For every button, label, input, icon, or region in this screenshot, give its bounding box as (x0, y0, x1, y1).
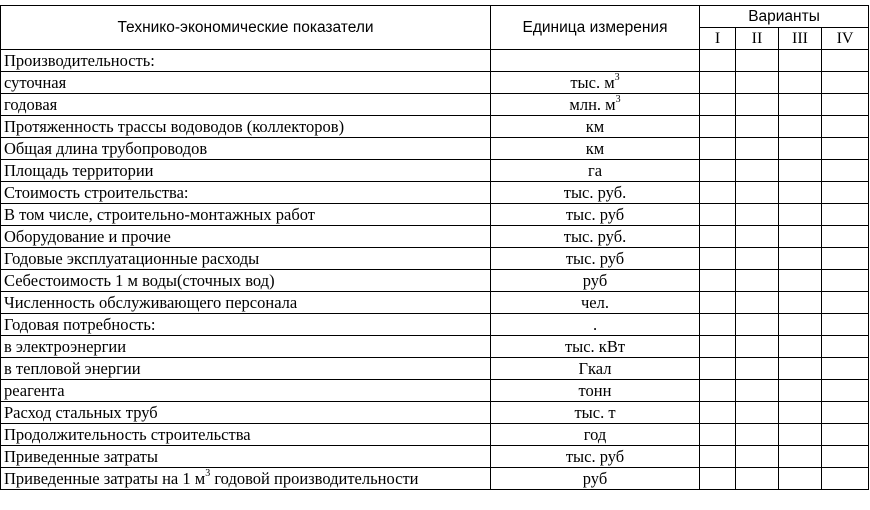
unit-cell (491, 358, 700, 380)
indicator-name: Общая длина трубопроводов (4, 138, 208, 158)
indicator-name-superscript: 3 (205, 468, 211, 479)
unit-cell (491, 94, 700, 116)
indicator-name-cell (1, 182, 491, 204)
variant-2-cell (736, 446, 779, 468)
variant-4-cell (822, 72, 869, 94)
indicator-name-cell (1, 248, 491, 270)
table-row (1, 160, 869, 182)
table-row (1, 50, 869, 72)
unit-value: тыс. руб. (563, 182, 627, 202)
unit-value: год (583, 424, 607, 444)
indicator-name: в тепловой энергии (4, 358, 141, 378)
unit-cell (491, 270, 700, 292)
indicator-name-continuation: годовой производительности (210, 468, 419, 488)
indicator-name: Оборудование и прочие (4, 226, 171, 246)
variant-3-cell (779, 468, 822, 490)
unit-cell (491, 160, 700, 182)
variant-4-cell (822, 424, 869, 446)
variant-4-cell (822, 226, 869, 248)
variant-4-cell (822, 204, 869, 226)
variant-1-cell (700, 292, 736, 314)
indicators-table (0, 5, 869, 490)
variant-2-cell (736, 116, 779, 138)
unit-cell (491, 116, 700, 138)
variant-3-cell (779, 160, 822, 182)
variant-4-cell (822, 50, 869, 72)
unit-cell (491, 72, 700, 94)
variant-3-cell (779, 204, 822, 226)
variant-header-4: IV (822, 28, 869, 50)
unit-cell (491, 204, 700, 226)
variant-2-cell (736, 402, 779, 424)
variant-1-cell (700, 380, 736, 402)
indicator-name: Численность обслуживающего персонала (4, 292, 298, 312)
variant-2-cell (736, 336, 779, 358)
variant-4-cell (822, 292, 869, 314)
variant-3-cell (779, 182, 822, 204)
variant-3-cell (779, 358, 822, 380)
indicator-name: реагента (4, 380, 65, 400)
indicator-name: В том числе, строительно-монтажных работ (4, 204, 315, 224)
unit-value: тыс. м (570, 72, 615, 92)
indicator-name-cell (1, 226, 491, 248)
variant-1-cell (700, 226, 736, 248)
unit-value: Гкал (578, 358, 612, 378)
unit-value: га (587, 160, 603, 180)
indicator-name-cell (1, 116, 491, 138)
variant-2-cell (736, 204, 779, 226)
variant-1-cell (700, 116, 736, 138)
unit-value: руб (582, 468, 608, 488)
variant-2-cell (736, 160, 779, 182)
unit-cell (491, 446, 700, 468)
variant-4-cell (822, 380, 869, 402)
table-row (1, 116, 869, 138)
unit-cell (491, 182, 700, 204)
table-row (1, 336, 869, 358)
indicator-name-cell (1, 336, 491, 358)
variant-3-cell (779, 424, 822, 446)
variant-2-cell (736, 138, 779, 160)
table-row (1, 292, 869, 314)
unit-value: . (592, 314, 598, 334)
variant-1-cell (700, 446, 736, 468)
variant-2-cell (736, 182, 779, 204)
variant-4-cell (822, 468, 869, 490)
indicator-name: Стоимость строительства: (4, 182, 189, 202)
unit-cell (491, 138, 700, 160)
variant-2-cell (736, 292, 779, 314)
unit-cell (491, 380, 700, 402)
variant-4-cell (822, 248, 869, 270)
variant-1-cell (700, 248, 736, 270)
variant-2-cell (736, 380, 779, 402)
variant-3-cell (779, 270, 822, 292)
table-row (1, 402, 869, 424)
variant-2-cell (736, 248, 779, 270)
indicator-name: Приведенные затраты (4, 446, 158, 466)
unit-value: тонн (578, 380, 612, 400)
indicator-name-cell (1, 138, 491, 160)
unit-cell (491, 226, 700, 248)
variant-3-cell (779, 94, 822, 116)
variant-1-cell (700, 424, 736, 446)
variant-3-cell (779, 336, 822, 358)
indicator-name: Производительность: (4, 50, 155, 70)
table-row (1, 446, 869, 468)
indicator-name-cell (1, 402, 491, 424)
variant-2-cell (736, 468, 779, 490)
unit-value: тыс. т (574, 402, 616, 422)
variant-header-2: II (736, 28, 779, 50)
indicator-name-cell (1, 270, 491, 292)
indicator-name: Протяженность трассы водоводов (коллекторов) (4, 116, 345, 136)
variant-3-cell (779, 116, 822, 138)
variant-header-1: I (700, 28, 736, 50)
variant-4-cell (822, 160, 869, 182)
variant-3-cell (779, 50, 822, 72)
table-row (1, 204, 869, 226)
variant-1-cell (700, 138, 736, 160)
variants-column-header: Варианты (700, 6, 869, 28)
indicator-name-cell (1, 424, 491, 446)
unit-value: км (585, 138, 605, 158)
indicator-name: суточная (4, 72, 67, 92)
variant-4-cell (822, 336, 869, 358)
variant-4-cell (822, 138, 869, 160)
indicator-name-cell (1, 446, 491, 468)
variant-3-cell (779, 446, 822, 468)
variant-1-cell (700, 182, 736, 204)
unit-value: тыс. руб (565, 446, 625, 466)
variant-header-3: III (779, 28, 822, 50)
variant-1-cell (700, 72, 736, 94)
variant-1-cell (700, 314, 736, 336)
variant-2-cell (736, 72, 779, 94)
unit-cell (491, 402, 700, 424)
variant-1-cell (700, 358, 736, 380)
table-row (1, 182, 869, 204)
variant-4-cell (822, 270, 869, 292)
table-row (1, 248, 869, 270)
indicator-name-cell (1, 204, 491, 226)
unit-cell (491, 248, 700, 270)
variant-4-cell (822, 402, 869, 424)
unit-superscript: 3 (614, 72, 620, 83)
variant-3-cell (779, 138, 822, 160)
table-row (1, 358, 869, 380)
table-row (1, 226, 869, 248)
variant-1-cell (700, 402, 736, 424)
variant-1-cell (700, 204, 736, 226)
indicator-name-cell (1, 50, 491, 72)
indicator-name-cell (1, 314, 491, 336)
indicator-name: Площадь территории (4, 160, 154, 180)
unit-value: км (585, 116, 605, 136)
table-row (1, 72, 869, 94)
unit-cell (491, 336, 700, 358)
table-row (1, 468, 869, 490)
indicator-name: Расход стальных труб (4, 402, 158, 422)
variant-4-cell (822, 94, 869, 116)
indicators-column-header: Технико-экономические показатели (1, 6, 491, 50)
variant-2-cell (736, 50, 779, 72)
document-page (0, 5, 869, 490)
indicator-name-cell (1, 380, 491, 402)
variant-3-cell (779, 72, 822, 94)
unit-cell (491, 314, 700, 336)
unit-value: чел. (581, 292, 609, 312)
indicator-name: Приведенные затраты на 1 м (4, 468, 206, 488)
variant-3-cell (779, 402, 822, 424)
unit-value: тыс. руб (565, 204, 625, 224)
unit-superscript: 3 (615, 94, 621, 105)
indicator-name-cell (1, 94, 491, 116)
indicator-name: Годовые эксплуатационные расходы (4, 248, 260, 268)
table-row (1, 94, 869, 116)
table-row (1, 380, 869, 402)
unit-cell (491, 292, 700, 314)
variant-2-cell (736, 314, 779, 336)
variant-3-cell (779, 226, 822, 248)
indicator-name: Продолжительность строительства (4, 424, 251, 444)
indicator-name-cell (1, 292, 491, 314)
variant-1-cell (700, 336, 736, 358)
variant-1-cell (700, 94, 736, 116)
variant-1-cell (700, 270, 736, 292)
indicator-name: Годовая потребность: (4, 314, 156, 334)
variant-2-cell (736, 270, 779, 292)
indicator-name-cell (1, 358, 491, 380)
variant-1-cell (700, 468, 736, 490)
variant-4-cell (822, 182, 869, 204)
variant-3-cell (779, 292, 822, 314)
variant-2-cell (736, 424, 779, 446)
indicator-name-cell (1, 160, 491, 182)
variant-4-cell (822, 446, 869, 468)
table-row (1, 314, 869, 336)
variant-2-cell (736, 94, 779, 116)
indicator-name: Себестоимость 1 м воды(сточных вод) (4, 270, 275, 290)
unit-value: тыс. руб. (563, 226, 627, 246)
table-row (1, 270, 869, 292)
unit-column-header: Единица измерения (491, 6, 700, 50)
indicator-name-cell (1, 468, 491, 490)
variant-4-cell (822, 314, 869, 336)
unit-value: млн. м (569, 94, 616, 114)
unit-cell (491, 468, 700, 490)
variant-2-cell (736, 358, 779, 380)
unit-value: руб (582, 270, 608, 290)
variant-1-cell (700, 50, 736, 72)
variant-4-cell (822, 358, 869, 380)
table-row (1, 424, 869, 446)
indicator-name: в электроэнергии (4, 336, 127, 356)
variant-2-cell (736, 226, 779, 248)
variant-3-cell (779, 314, 822, 336)
indicator-name-cell (1, 72, 491, 94)
variant-1-cell (700, 160, 736, 182)
variant-3-cell (779, 380, 822, 402)
variant-4-cell (822, 116, 869, 138)
unit-cell (491, 50, 700, 72)
variant-3-cell (779, 248, 822, 270)
unit-value: тыс. руб (565, 248, 625, 268)
unit-cell (491, 424, 700, 446)
table-body (1, 50, 869, 490)
table-header (1, 6, 869, 50)
unit-value: тыс. кВт (564, 336, 626, 356)
table-row (1, 138, 869, 160)
indicator-name: годовая (4, 94, 58, 114)
